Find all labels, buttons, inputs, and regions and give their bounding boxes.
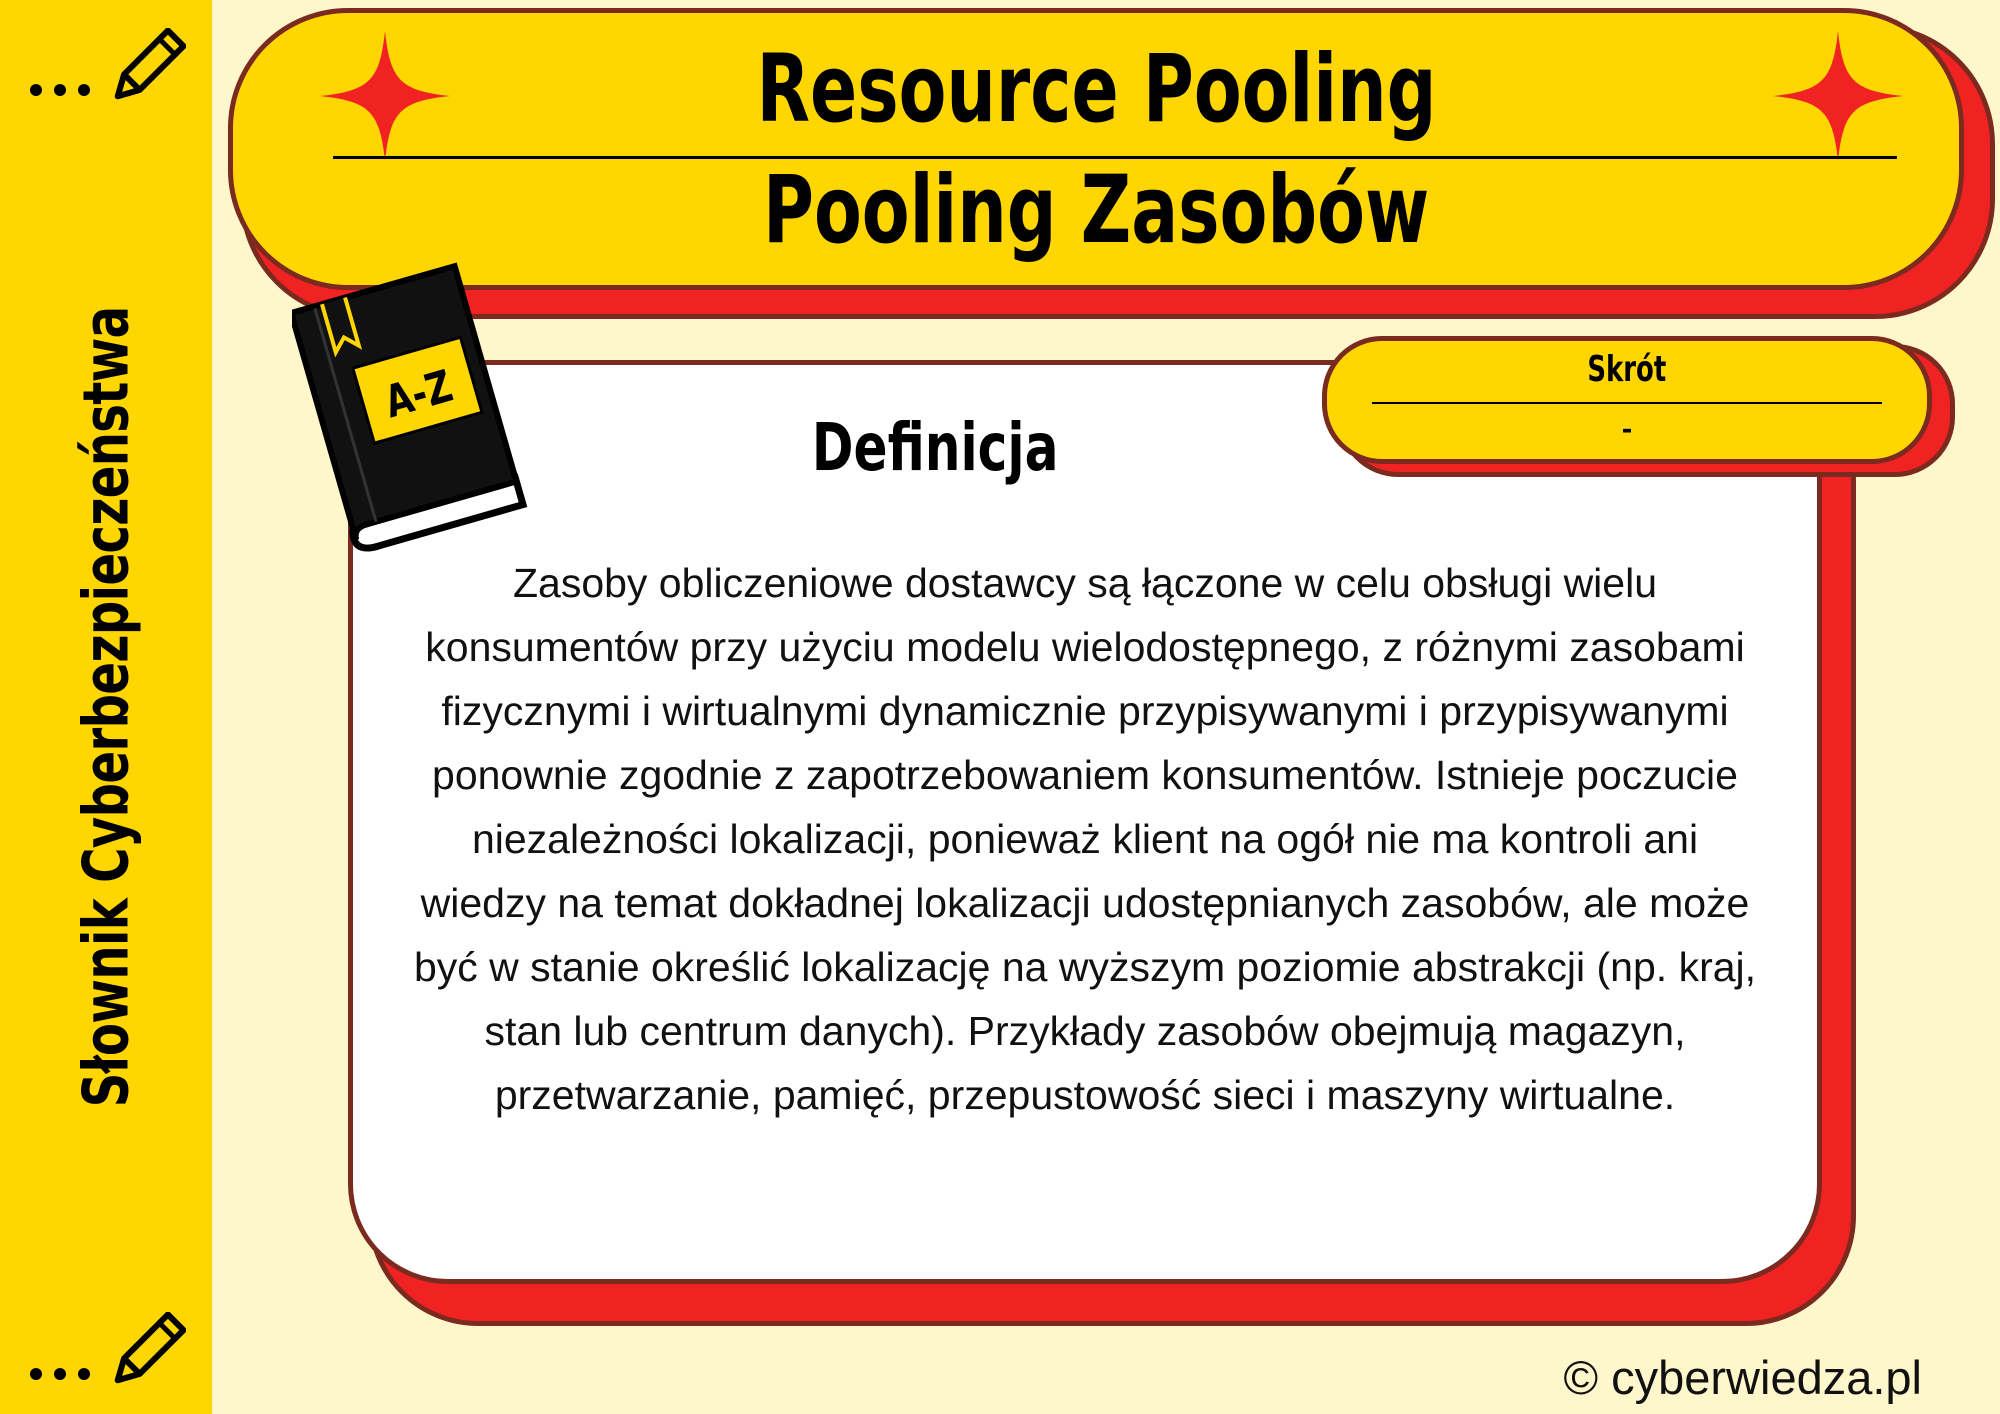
abbreviation-label: Skrót bbox=[1587, 349, 1667, 390]
pencil-dots-icon bbox=[26, 1312, 186, 1392]
footer-copyright: © cyberwiedza.pl bbox=[1563, 1351, 1922, 1404]
pencil-dots-icon bbox=[26, 28, 186, 108]
abbreviation-value: - bbox=[1621, 415, 1633, 445]
definition-text: Zasoby obliczeniowe dostawcy są łączone w celu obsługi wielu konsumentów przy użyciu modelu wielodostępnego, z różnymi zasobami fizycznymi i wirtualnymi dynamicznie przypisywanymi i przypisywanymi ponownie zgodnie z zapotrzebowaniem konsumentów. Istnieje poczucie niezależności lokalizacji, ponieważ klient na ogół nie ma kontroli ani wiedzy na temat dokładnej lokalizacji udostępnianych zasobów, ale może być w stanie określić lokalizację na wyższym poziomie abstrakcji (np. kraj, stan lub centrum danych). Przykłady zasobów obejmują magazyn, przetwarzanie, pamięć, przepustowość sieci i maszyny wirtualne. bbox=[413, 560, 1757, 1118]
definition-card bbox=[348, 360, 1822, 1284]
sidebar bbox=[0, 0, 212, 1414]
abbreviation-divider bbox=[1372, 402, 1882, 404]
book-icon bbox=[292, 262, 542, 552]
abbreviation-box bbox=[1322, 336, 1932, 464]
definition-heading: Definicja bbox=[811, 409, 1059, 486]
title-polish: Pooling Zasobów bbox=[762, 156, 1430, 265]
header-banner bbox=[228, 8, 1964, 290]
book-label: A-Z bbox=[379, 361, 459, 429]
sidebar-title: Słownik Cyberbezpieczeństwa bbox=[69, 306, 143, 1108]
title-english: Resource Pooling bbox=[756, 35, 1436, 144]
